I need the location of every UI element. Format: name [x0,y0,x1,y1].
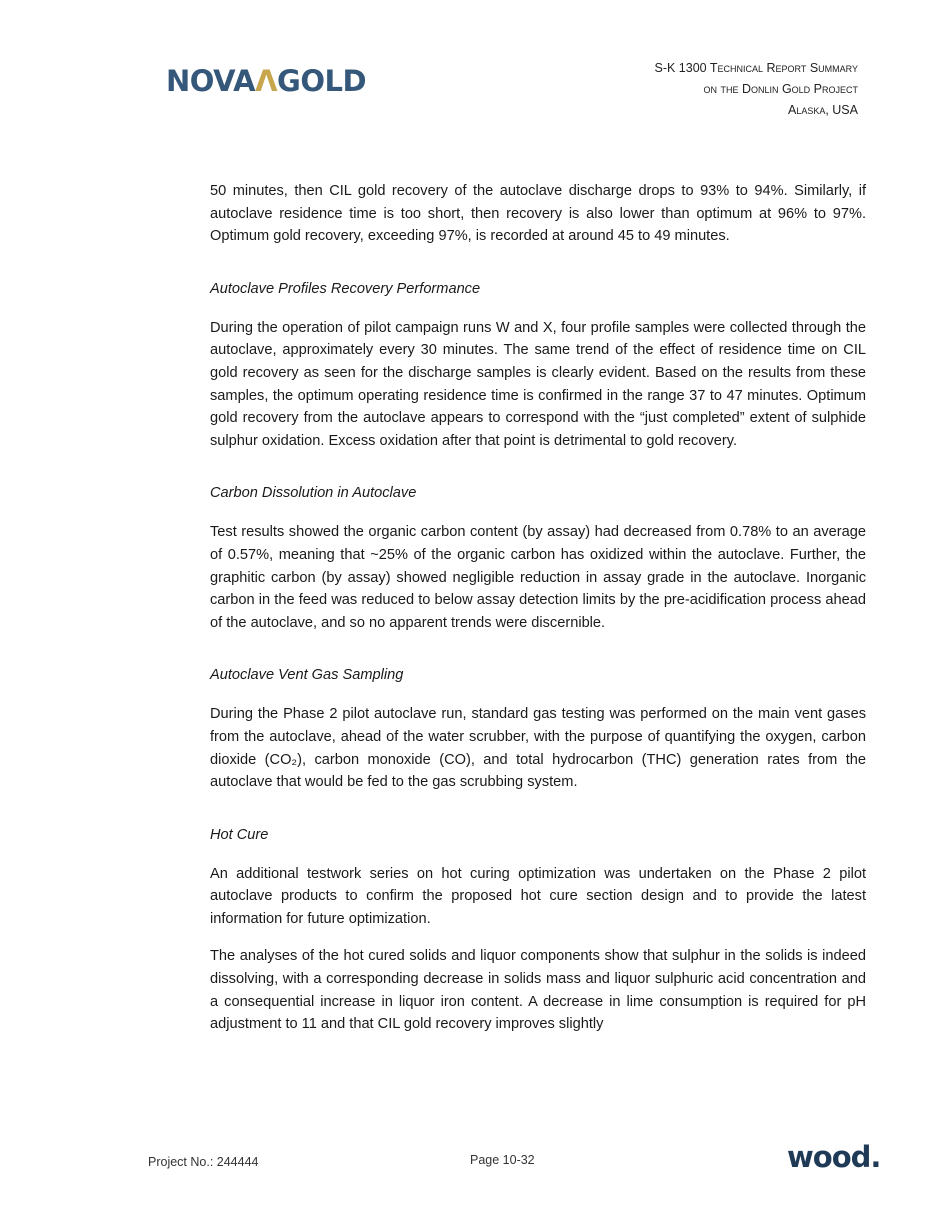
heading-hot-cure: Hot Cure [210,826,269,843]
paragraph-hot-cure-1: An additional testwork series on hot curing optimization was undertaken on the Phase 2 pilot autoclave products to confirm the proposed hot cure section design and to provide the latest information for future optimization. [210,865,866,927]
paragraph-vent-gas: During the Phase 2 pilot autoclave run, standard gas testing was performed on the main vent gases from the autoclave, ahead of the water scrubber, with the purpose of quantifying the oxygen, carbon dioxide (CO₂), carbon monoxide (CO), and total hydrocarbon (THC) generation rates from the autoclave that would be fed to the gas scrubbing system. [210,706,866,791]
paragraph-hot-cure-2: The analyses of the hot cured solids and liquor components show that sulphur in the solids is indeed dissolving, with a corresponding decrease in solids mass and liquor sulphuric acid concentration and a consequential increase in liquor iron content. A decrease in lime consumption is required for pH adjustment to 11 and that CIL gold recovery improves slightly [210,948,866,1033]
logo-peak-icon: Λ [255,64,278,98]
report-title-line2: on the Donlin Gold Project [703,82,858,96]
report-header [655,58,859,121]
novagold-logo [166,64,366,98]
page-content [210,180,866,1036]
page-number: Page 10-32 [470,1153,535,1167]
wood-logo-dot: . [870,1140,881,1174]
wood-logo-text: wood [787,1140,871,1174]
heading-carbon-dissolution: Carbon Dissolution in Autoclave [210,485,417,502]
logo-text-right: GOLD [277,64,367,98]
heading-profiles-recovery: Autoclave Profiles Recovery Performance [210,280,481,297]
heading-vent-gas: Autoclave Vent Gas Sampling [210,667,404,684]
paragraph-intro: 50 minutes, then CIL gold recovery of the autoclave discharge drops to 93% to 94%. Similarly, if autoclave residence time is too short, then recovery is also lower than optimum at 96% to 97%. Optimum gold recovery, exceeding 97%, is recorded at around 45 to 49 minutes. [210,183,866,245]
paragraph-carbon: Test results showed the organic carbon content (by assay) had decreased from 0.78% to an average of 0.57%, meaning that ~25% of the organic carbon has oxidized within the autoclave. Further, the graphitic carbon (by assay) showed negligible reduction in assay grade in the autoclave. Inorganic carbon in the feed was reduced to below assay detection limits by the pre-acidification process ahead of the autoclave, and so no apparent trends were discernible. [210,524,866,631]
paragraph-profiles: During the operation of pilot campaign runs W and X, four profile samples were collected through the autoclave, approximately every 30 minutes. The same trend of the effect of residence time on CIL gold recovery as seen for the discharge samples is clearly evident. Based on the results from these samples, the optimum operating residence time is confirmed in the range 37 to 47 minutes. Optimum gold recovery from the autoclave appears to correspond with the “just completed” extent of sulphide sulphur oxidation. Excess oxidation after that point is detrimental to gold recovery. [210,319,866,449]
project-number: Project No.: 244444 [148,1155,259,1169]
wood-logo [787,1140,880,1174]
report-title-line1: S-K 1300 Technical Report Summary [654,61,858,75]
logo-text-left: NOVA [166,64,256,98]
report-location: Alaska, USA [787,103,858,117]
